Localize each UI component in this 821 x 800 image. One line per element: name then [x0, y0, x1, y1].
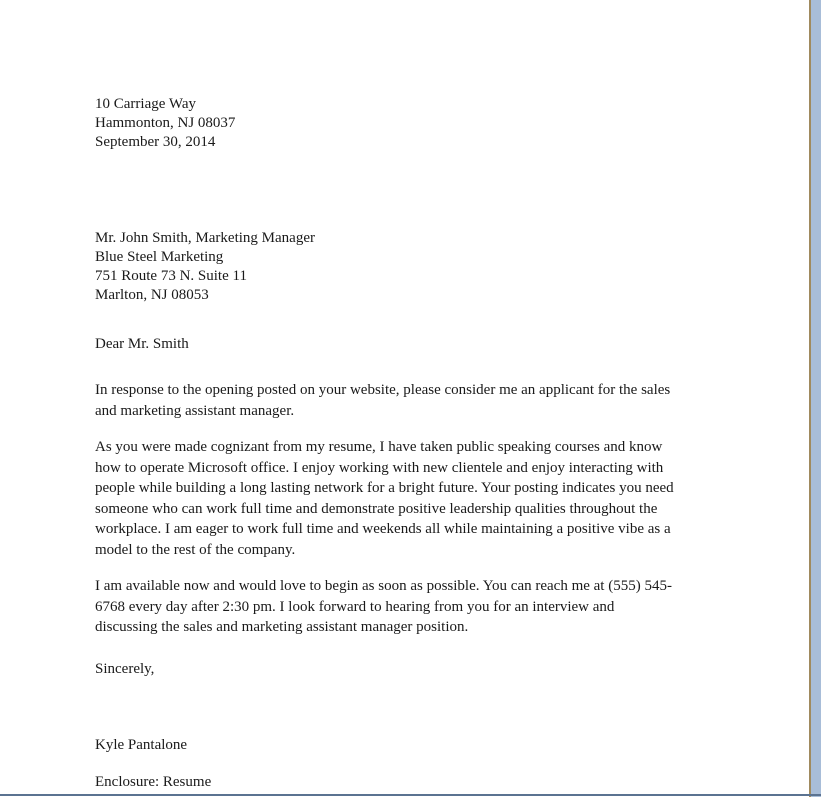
page-right-edge-rule: [809, 0, 811, 797]
paragraph-line: how to operate Microsoft office. I enjoy working with new clientele and enjoy interacting with: [95, 459, 664, 476]
recipient-street: 751 Route 73 N. Suite 11: [95, 268, 247, 284]
sender-address-line: 10 Carriage Way: [95, 96, 196, 112]
paragraph-line: people while building a long lasting network for a bright future. Your posting indicates you need: [95, 480, 674, 496]
spacer: [95, 638, 717, 660]
recipient-company: Blue Steel Marketing: [95, 249, 224, 265]
spacer: [95, 305, 717, 335]
signature-space: [95, 679, 717, 736]
body-paragraph-availability: [95, 576, 717, 638]
paragraph-line: In response to the opening posted on your website, please consider me an applicant for the sales: [95, 382, 671, 398]
body-paragraph-qualifications: [95, 437, 717, 560]
sender-address-block: [95, 95, 717, 152]
recipient-city-state-zip: Marlton, NJ 08053: [95, 287, 209, 303]
letter-content: [95, 95, 717, 792]
spacer: [95, 560, 717, 576]
spacer: [95, 354, 717, 380]
closing-signoff: Sincerely,: [95, 660, 155, 677]
spacer: [95, 152, 717, 229]
letter-date: September 30, 2014: [95, 134, 216, 150]
enclosure-note: Enclosure: Resume: [95, 773, 212, 790]
recipient-name-title: Mr. John Smith, Marketing Manager: [95, 230, 315, 246]
paragraph-line: and marketing assistant manager.: [95, 402, 295, 419]
paragraph-line: As you were made cognizant from my resume, I have taken public speaking courses and know: [95, 439, 663, 455]
paragraph-line: someone who can work full time and demonstrate positive leadership qualities throughout the: [95, 500, 658, 517]
paragraph-line: model to the rest of the company.: [95, 541, 296, 558]
sender-city-state-zip: Hammonton, NJ 08037: [95, 115, 236, 131]
recipient-address-block: [95, 229, 717, 305]
body-paragraph-opening: [95, 380, 717, 421]
signature-name: Kyle Pantalone: [95, 736, 188, 753]
paragraph-line: 6768 every day after 2:30 pm. I look forward to hearing from you for an interview and: [95, 598, 615, 615]
page-bottom-edge-rule: [0, 794, 821, 796]
paragraph-line: I am available now and would love to begin as soon as possible. You can reach me at (555) 545-: [95, 578, 672, 594]
paragraph-line: workplace. I am eager to work full time and weekends all while maintaining a positive vibe as a: [95, 521, 671, 537]
spacer: [95, 421, 717, 437]
viewer-right-gutter: [810, 0, 821, 797]
greeting-line: Dear Mr. Smith: [95, 336, 189, 352]
spacer: [95, 755, 717, 773]
paragraph-line: discussing the sales and marketing assistant manager position.: [95, 619, 469, 635]
